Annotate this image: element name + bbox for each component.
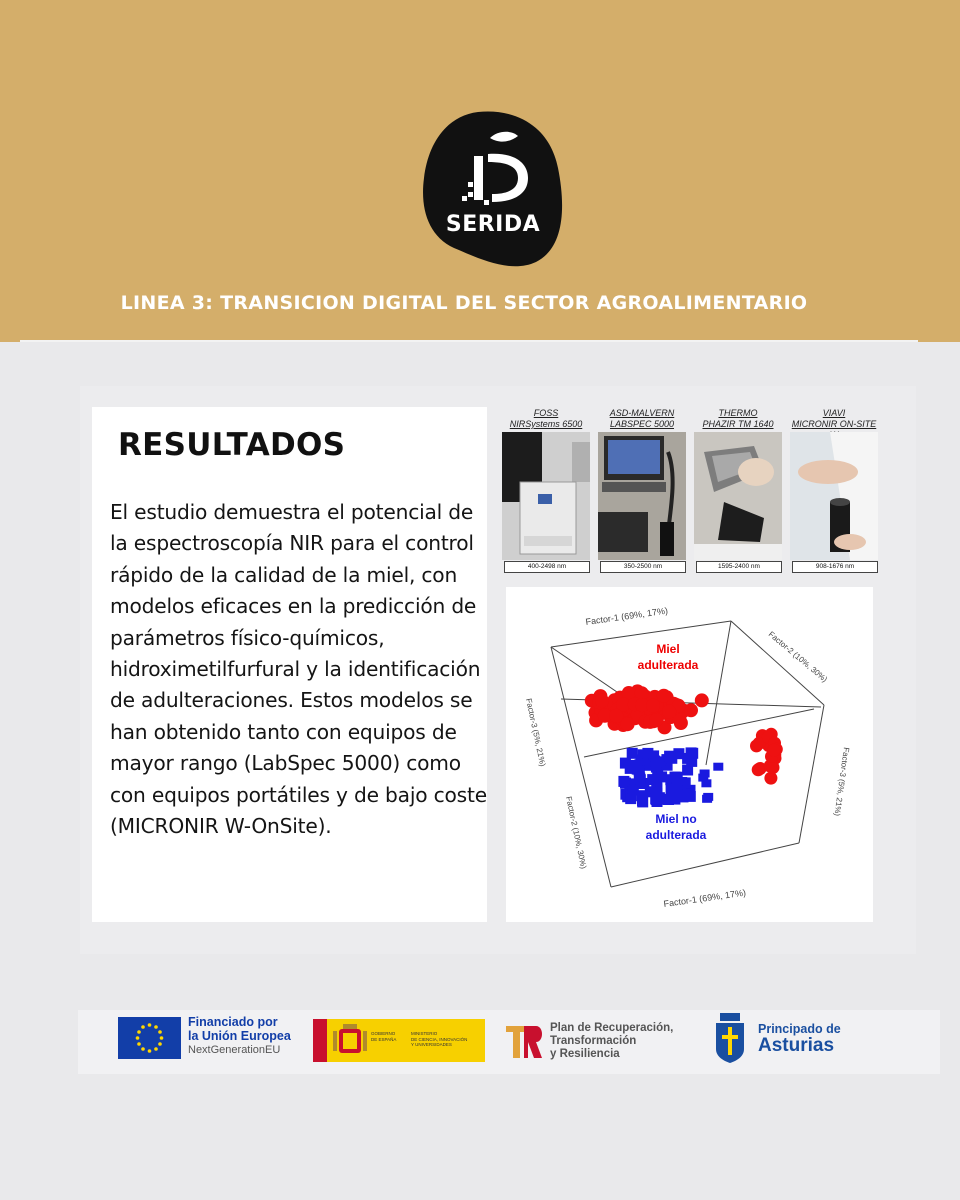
gov-text: GOBIERNO DE ESPAÑA: [371, 1031, 397, 1042]
header-banner: [0, 0, 960, 342]
prtr-logo-icon: [502, 1018, 546, 1062]
pure-point: [698, 774, 708, 782]
pure-point: [664, 751, 675, 762]
device-name: ASD-MALVERN LABSPEC 5000: [609, 408, 675, 429]
axis-label-top: Factor-1 (69%, 17%): [584, 605, 669, 627]
line-title: LINEA 3: TRANSICION DIGITAL DEL SECTOR AGROALIMENTARIO: [120, 292, 808, 314]
results-title: RESULTADOS: [118, 427, 346, 463]
eu-flag-icon: [118, 1017, 181, 1059]
device-photo: [790, 432, 878, 560]
device-viavi: [790, 404, 878, 572]
pure-point: [636, 790, 647, 801]
footer-logos: [78, 1010, 940, 1074]
spain-ministry-logo: [313, 1019, 485, 1062]
axis-label-top-right: Factor-2 (10%, 30%): [766, 629, 830, 684]
device-thermo: [694, 404, 782, 572]
adulterated-point: [768, 744, 781, 757]
device-photo: [502, 432, 590, 560]
adulterated-point: [767, 761, 780, 774]
pure-point: [687, 748, 698, 759]
header-divider: [20, 340, 918, 342]
device-range: 350-2500 nm: [600, 561, 686, 573]
axis-label-bottom: Factor-1 (69%, 17%): [662, 887, 747, 909]
pure-point: [682, 765, 693, 776]
adulterated-point: [662, 705, 676, 719]
axis-label-left-upper: Factor-3 (5%, 21%): [524, 697, 548, 768]
scatter-plot-card: [506, 587, 873, 922]
adulterated-point: [657, 689, 671, 703]
serida-logo: [418, 108, 568, 268]
adulterated-point: [609, 709, 623, 723]
serida-logo-blob-icon: [418, 108, 568, 268]
label-adulterated-line1: Miel: [656, 642, 680, 656]
adulterated-point: [684, 703, 698, 717]
pure-point: [650, 759, 661, 770]
adulterated-point: [695, 693, 709, 707]
results-body: El estudio demuestra el potencial de la espectroscopía NIR para el control rápido de la calidad de la miel, con modelos eficaces en la predicción de parámetros físico-químicos, hidroximetilfurfural y la identificación de adulteraciones. Estos modelos se han obtenido tanto con equipos de mayor rango (LabSpec 5000) como con equipos portátiles y de bajo coste (MICRONIR W-OnSite).: [110, 500, 487, 839]
adulterated-point: [595, 694, 609, 708]
prtr-text: Plan de Recuperación, Transformación y Resiliencia: [550, 1022, 674, 1060]
scatter-plot: [506, 587, 873, 922]
label-pure-line2: adulterada: [645, 828, 707, 842]
adulterated-point: [621, 717, 635, 731]
device-name: FOSS NIRSystems 6500: [509, 408, 583, 429]
pure-point: [703, 793, 713, 801]
pure-point: [672, 779, 683, 790]
device-asd: [598, 404, 686, 572]
device-foss: [502, 404, 590, 572]
device-range: 908-1676 nm: [792, 561, 878, 573]
ministry-text: MINISTERIO DE CIENCIA, INNOVACIÓN Y UNIVERSIDADES: [411, 1031, 468, 1047]
device-range: 1595-2400 nm: [696, 561, 782, 573]
device-photo: [694, 432, 782, 560]
label-pure-line1: Miel no: [655, 812, 697, 826]
label-adulterated-line2: adulterada: [637, 658, 699, 672]
device-name: VIAVI MICRONIR ON-SITE: [791, 408, 877, 429]
devices-strip: [502, 404, 878, 572]
results-card: [92, 407, 487, 922]
pure-point: [642, 748, 653, 759]
adulterated-point: [646, 699, 660, 713]
device-range: 400-2498 nm: [504, 561, 590, 573]
pure-point: [618, 776, 629, 787]
asturias-shield-icon: [714, 1013, 746, 1063]
adulterated-point: [752, 763, 765, 776]
pure-point: [634, 773, 645, 784]
asturias-text: Principado de Asturias: [758, 1022, 841, 1056]
spain-shield-icon: [331, 1023, 369, 1058]
pure-point: [713, 763, 723, 771]
device-name: THERMO PHAZIR TM 1640: [702, 408, 774, 429]
pure-point: [650, 793, 661, 804]
device-photo: [598, 432, 686, 560]
axis-label-left-lower: Factor-2 (10%, 30%): [564, 795, 589, 870]
axis-label-right: Factor-3 (5%, 21%): [832, 746, 851, 817]
adulterated-point: [650, 713, 664, 727]
logo-text: SERIDA: [445, 212, 541, 237]
eu-funding-text: Financiado por la Unión Europea NextGenerationEU: [188, 1015, 291, 1056]
